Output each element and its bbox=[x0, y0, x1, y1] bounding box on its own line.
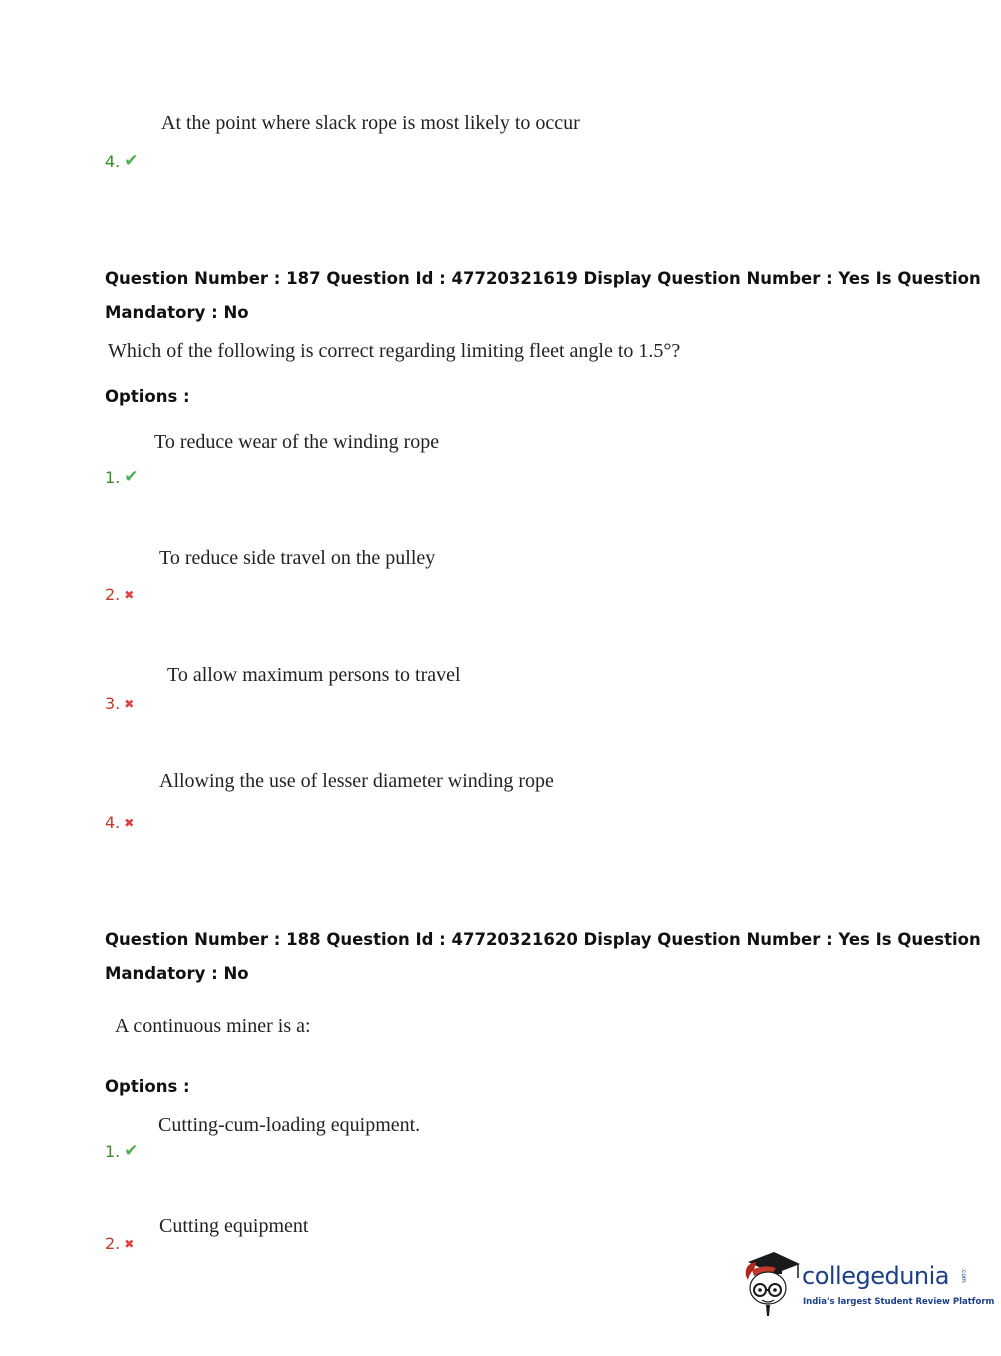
option-number-label: 4. bbox=[105, 151, 121, 171]
option-text: Cutting equipment bbox=[159, 1215, 309, 1237]
check-icon: ✔ bbox=[124, 467, 139, 487]
question-header-mandatory: Mandatory : No bbox=[105, 303, 249, 322]
logo-tagline: India's largest Student Review Platform bbox=[803, 1297, 995, 1307]
cross-icon: ✖ bbox=[124, 587, 135, 602]
option-text: To reduce wear of the winding rope bbox=[154, 431, 440, 453]
option-number bbox=[105, 585, 134, 604]
option-number bbox=[105, 1234, 134, 1253]
option-number bbox=[105, 813, 134, 832]
mascot-icon bbox=[742, 1250, 802, 1320]
logo-suffix: .com bbox=[960, 1268, 967, 1283]
check-icon: ✔ bbox=[124, 151, 139, 171]
option-text: To reduce side travel on the pulley bbox=[159, 547, 436, 569]
option-number bbox=[105, 1141, 139, 1161]
check-icon: ✔ bbox=[124, 1141, 139, 1161]
options-label: Options : bbox=[105, 1077, 190, 1096]
option-text: Allowing the use of lesser diameter winding rope bbox=[159, 770, 554, 792]
cross-icon: ✖ bbox=[124, 696, 135, 711]
cross-icon: ✖ bbox=[124, 1236, 135, 1251]
option-number-label: 1. bbox=[105, 467, 121, 487]
option-number-label: 1. bbox=[105, 1141, 121, 1161]
question-text: Which of the following is correct regarding limiting fleet angle to 1.5°? bbox=[108, 340, 681, 362]
option-text: At the point where slack rope is most likely to occur bbox=[161, 112, 580, 134]
option-number bbox=[105, 467, 139, 487]
option-text: To allow maximum persons to travel bbox=[167, 664, 461, 686]
option-number-label: 3. bbox=[105, 694, 121, 713]
option-number bbox=[105, 694, 134, 713]
question-header: Question Number : 188 Question Id : 47720321620 Display Question Number : Yes Is Question bbox=[105, 930, 981, 949]
option-number-label: 2. bbox=[105, 1234, 121, 1253]
option-number bbox=[105, 151, 139, 171]
option-number-label: 2. bbox=[105, 585, 121, 604]
cross-icon: ✖ bbox=[124, 815, 135, 830]
logo-name: collegedunia bbox=[802, 1262, 950, 1290]
options-label: Options : bbox=[105, 387, 190, 406]
option-number-label: 4. bbox=[105, 813, 121, 832]
question-header-mandatory: Mandatory : No bbox=[105, 964, 249, 983]
collegedunia-logo bbox=[742, 1250, 995, 1320]
question-header: Question Number : 187 Question Id : 47720321619 Display Question Number : Yes Is Question bbox=[105, 269, 981, 288]
question-text: A continuous miner is a: bbox=[115, 1015, 311, 1037]
option-text: Cutting-cum-loading equipment. bbox=[158, 1114, 421, 1136]
